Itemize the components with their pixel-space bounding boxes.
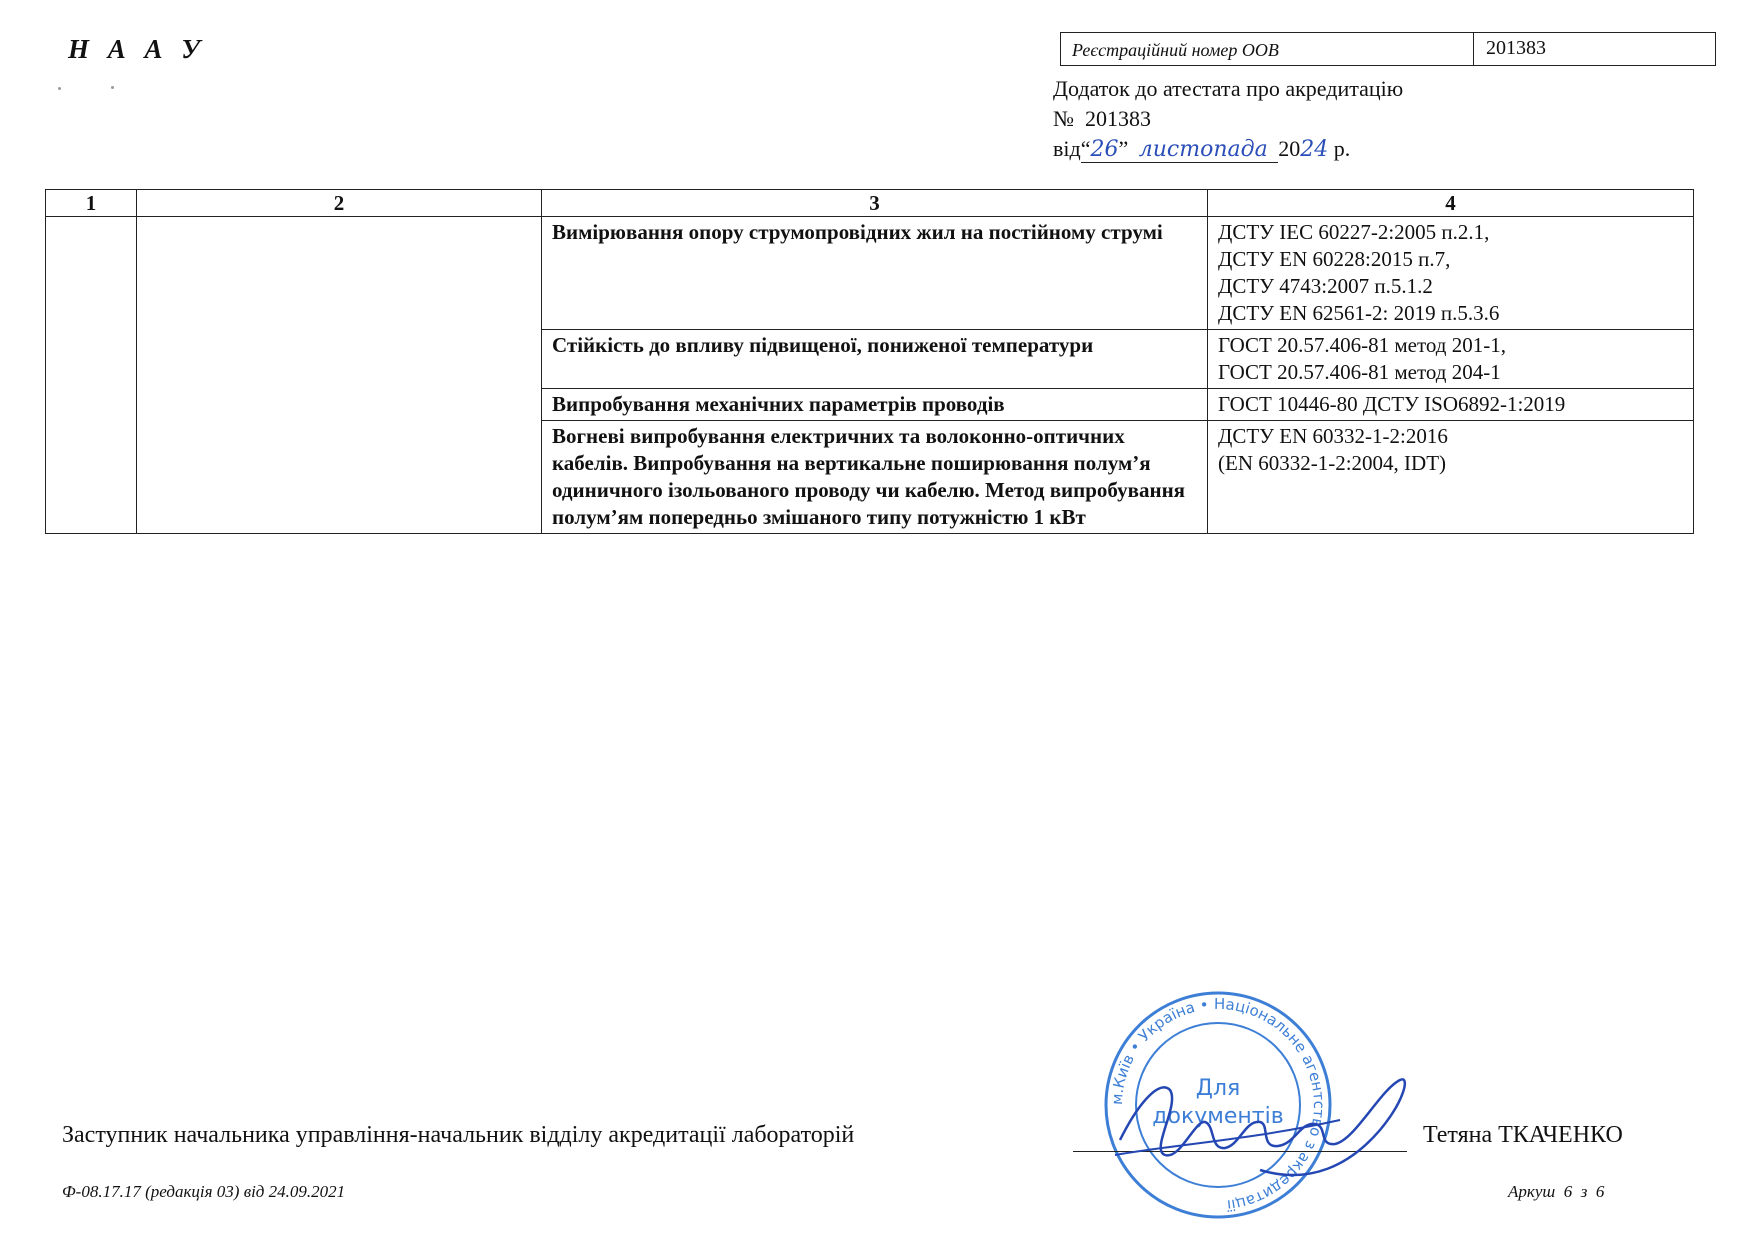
appendix-date-line: від“26” листопада 2024 р.: [1053, 136, 1351, 162]
table-row: [46, 217, 1694, 330]
standard-ref: ДСТУ EN 60228:2015 п.7,: [1218, 247, 1451, 271]
standards-cell: [1208, 389, 1694, 421]
cell-col2: [137, 217, 542, 534]
appendix-number-line: [1053, 104, 1403, 134]
standards-cell: [1208, 421, 1694, 534]
form-code: Ф-08.17.17 (редакція 03) від 24.09.2021: [62, 1182, 346, 1201]
column-header-3: 3: [542, 190, 1208, 217]
org-mark: Н А А У: [68, 34, 207, 64]
sheet-current: 6: [1563, 1182, 1573, 1201]
date-year-suffix: 24: [1300, 137, 1329, 162]
appendix-block: [1053, 74, 1403, 165]
scan-specks: [56, 86, 126, 92]
date-day: 26: [1090, 137, 1119, 162]
sheet-label: Аркуш: [1508, 1182, 1556, 1201]
stamp-center-text-2: документів: [1152, 1104, 1284, 1129]
registration-box: [1060, 32, 1716, 66]
handwritten-signature: [1110, 1060, 1420, 1190]
test-name: Вогневі випробування електричних та волоконно-оптичних кабелів. Випробування на вертикальне поширювання полум’я одиничного ізольованого проводу чи кабелю. Метод випробування полум’ям попередньо змішаного типу потужністю 1 кВт: [542, 421, 1208, 534]
test-name: Стійкість до впливу підвищеної, пониженої температури: [542, 330, 1208, 389]
sheet-counter: [1508, 1182, 1604, 1202]
column-header-2: 2: [137, 190, 542, 217]
date-year-prefix: 20: [1278, 136, 1301, 161]
test-name: Вимірювання опору струмопровідних жил на постійному струмі: [542, 217, 1208, 330]
sheet-of: з: [1580, 1182, 1588, 1201]
signatory-position: Заступник начальника управління-начальник відділу акредитації лабораторій: [62, 1122, 855, 1148]
standard-ref: ГОСТ 10446-80 ДСТУ ISO6892-1:2019: [1218, 392, 1566, 416]
date-prefix: від: [1053, 136, 1081, 161]
registration-value: 201383: [1486, 37, 1546, 59]
standard-ref: (EN 60332-1-2:2004, IDT): [1218, 451, 1447, 475]
standard-ref: ДСТУ EN 60332-1-2:2016: [1218, 424, 1448, 448]
standards-cell: [1208, 330, 1694, 389]
cell-col1: [46, 217, 137, 534]
standard-ref: ГОСТ 20.57.406-81 метод 201-1,: [1218, 333, 1506, 357]
column-header-1: 1: [46, 190, 137, 217]
standard-ref: ДСТУ IEC 60227-2:2005 п.2.1,: [1218, 220, 1490, 244]
stamp-outer-text: м.Київ • Україна • Національне агентство з акредитації: [1107, 994, 1329, 1215]
number-sign: №: [1053, 106, 1074, 131]
signer-name: Тетяна ТКАЧЕНКО: [1423, 1122, 1623, 1148]
accreditation-scope-table: [45, 189, 1694, 534]
standard-ref: ДСТУ EN 62561-2: 2019 п.5.3.6: [1218, 301, 1500, 325]
date-month: листопада: [1138, 137, 1268, 162]
sheet-total: 6: [1595, 1182, 1605, 1201]
stamp-center-text-1: Для: [1195, 1076, 1241, 1101]
appendix-number: 201383: [1085, 106, 1151, 131]
column-header-4: 4: [1208, 190, 1694, 217]
registration-label: Реєстраційний номер ООВ: [1061, 33, 1474, 65]
appendix-title: Додаток до атестата про акредитацію: [1053, 76, 1404, 101]
standard-ref: ГОСТ 20.57.406-81 метод 204-1: [1218, 360, 1501, 384]
date-suffix: р.: [1333, 136, 1351, 161]
standard-ref: ДСТУ 4743:2007 п.5.1.2: [1218, 274, 1433, 298]
table-header-row: [46, 190, 1694, 217]
standards-cell: [1208, 217, 1694, 330]
test-name: Випробування механічних параметрів проводів: [542, 389, 1208, 421]
